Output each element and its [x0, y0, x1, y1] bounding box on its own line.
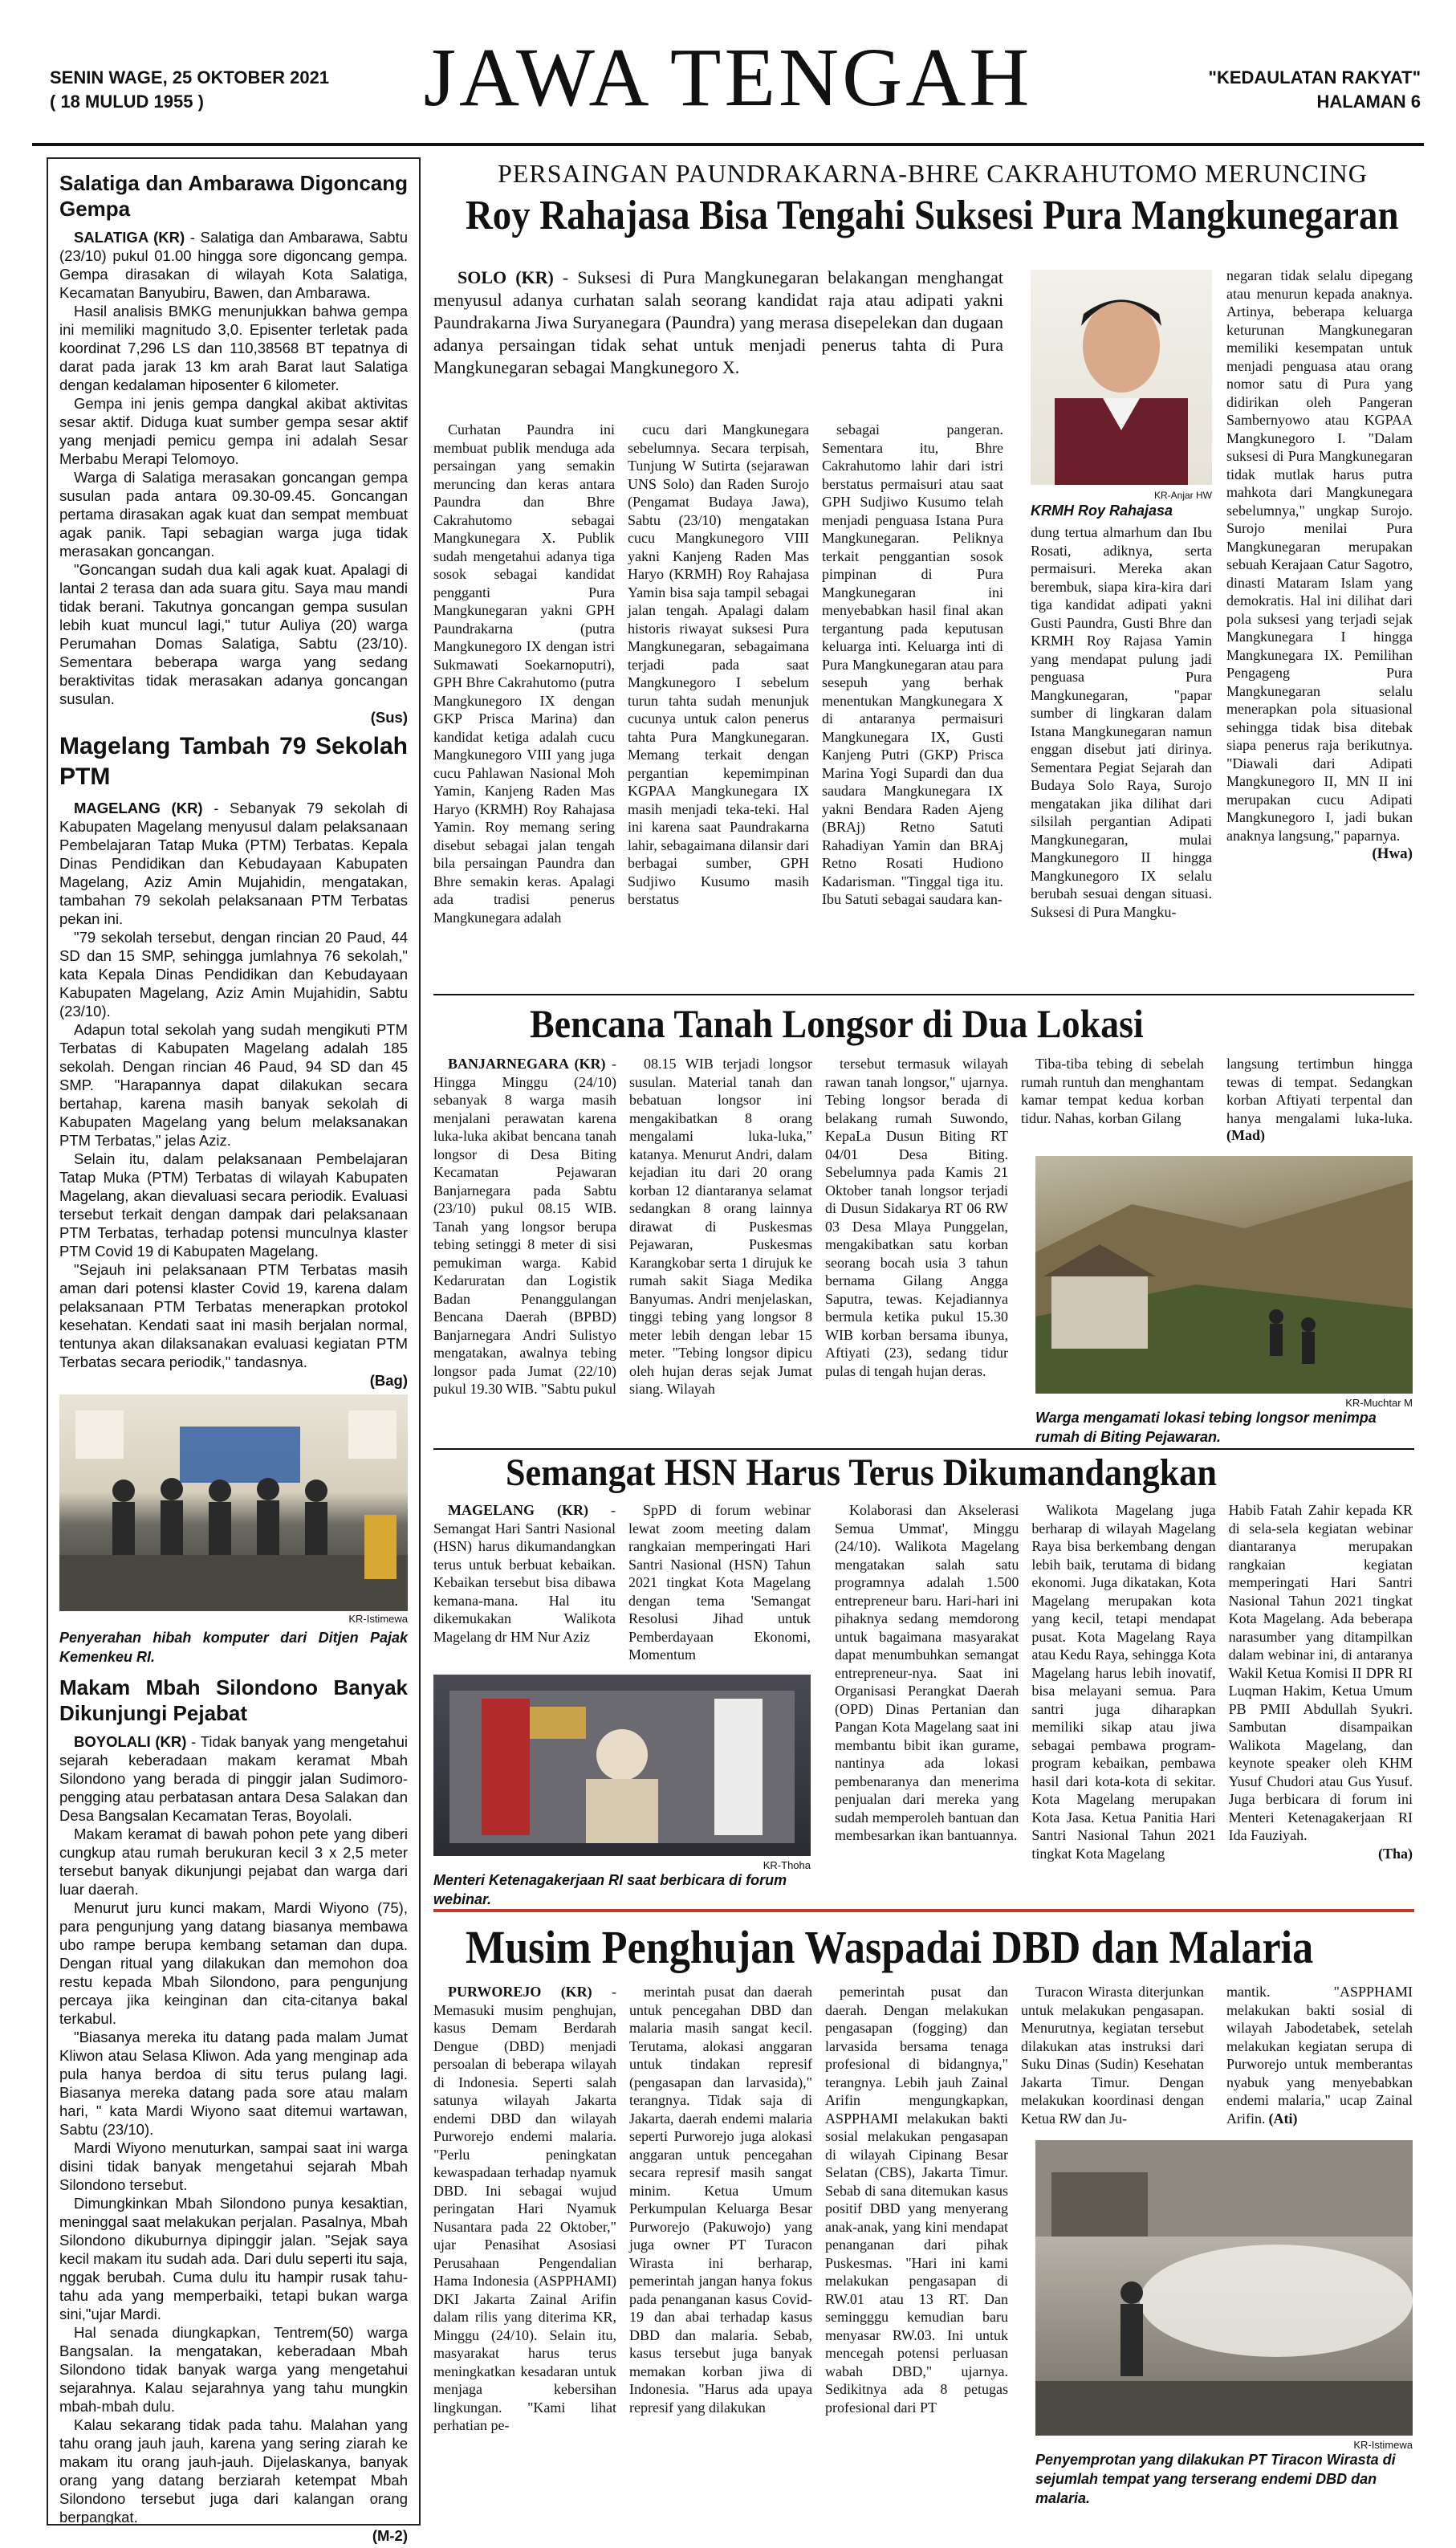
page-number: HALAMAN 6	[1316, 92, 1421, 112]
paragraph: Warga di Salatiga merasakan goncangan gempa susulan pada antara 09.30-09.45. Goncangan pertama dirasakan agak kuat dan sempat membuat agak panik. Tapi sebagian warga juga tidak merasakan goncangan.	[59, 469, 408, 560]
author-signature: (Tha)	[1377, 1845, 1413, 1862]
paper-info-block	[1209, 66, 1421, 114]
photo-fogging	[1035, 2140, 1413, 2436]
photo-roy-rahajasa	[1031, 270, 1212, 485]
main-article-lead	[433, 267, 1003, 379]
photo-caption: Menteri Ketenagakerjaan RI saat berbicara di forum webinar.	[433, 1872, 787, 1907]
photo-credit: KR-Muchtar M	[1345, 1397, 1413, 1409]
article-column-1: Curhatan Paundra ini membuat publik menduga ada persaingan yang semakin meruncing dan keras antara Paundra dan Bhre Cakrahutomo sebagai Mangkunegara X. Publik sudah mengetahui adanya tiga sosok sebagai kandidat pengganti Pura Mangkunegaran yakni GPH Paundrakarna (putra Mangkunegoro IX dengan istri Sukmawati Soekarnoputri), GPH Bhre Cakrahutomo (putra Mangkunegoro IX dengan GKP Prisca Marina) dan kandidat ketiga adalah cucu Mangkunegoro VIII yang juga cucu Pahlawan Nasional Moh Yamin, Kanjeng Raden Mas Haryo (KRMH) Roy Rahajasa Yamin. Roy memang sering disebut sebagai jalan tengah bila persaingan Paundra dan Bhre semakin keras. Apalagi ada tradisi penerus Mangkunegara adalah	[433, 421, 615, 926]
article-column-5-text: negaran tidak selalu dipegang atau menurun kepada anaknya. Artinya, beberapa keluarga keturunan Mangkunegaran memiliki kesempatan untuk menjadi penguasa atau orang nomor satu di Pura yang didirikan oleh Pangeran Sambernyowo atau KGPAA Mangkunegoro I. "Dalam suksesi di Pura Mangkunegaran tidak mutlak harus putra mahkota dari Mangkunegara sebelumnya," ungkap Surojo. Surojo menilai Pura Mangkunegaran merupakan sebuah Kerajaan Catur Sagotro, dinasti Mataram Islam yang demokratis. Hal ini dilihat dari pola suksesi yang terjadi sejak Mangkunegara I hingga Mangkunegara IX. Pemilihan Pengageng Pura Mangkunegaran selalu menerapkan pola situasional sehingga tidak bisa ditebak siapa penerus raja berikutnya. "Diawali dari Adipati Mangkunegoro II, MN II ini merupakan cucu Adipati Mangkunegoro I, jadi bukan anaknya langsung," paparnya.	[1226, 267, 1413, 844]
photo-caption: Penyemprotan yang dilakukan PT Tiracon Wirasta di sejumlah tempat yang terserang endemi DBD dan malaria.	[1035, 2452, 1396, 2506]
article-column-1: - Hingga Minggu (24/10) sebanyak 8 warga masih menjalani perawatan karena luka-luka akibat bencana tanah longsor di Desa Biting Kecamatan Pejawaran Banjarnegara pada Sabtu (23/10) pukul 08.15 WIB. Tanah yang longsor berupa tebing setinggi 8 meter di sisi pemukiman warga. Kabid Kedaruratan dan Logistik Badan Penanggulangan Bencana Daerah (BPBD) Banjarnegara Andri Sulistyo mengatakan, awalnya tebing longsor pada Jumat (22/10) pukul 19.30 WIB. "Sabtu pukul	[433, 1056, 617, 1397]
photo-caption: Penyerahan hibah komputer dari Ditjen Pajak Kemenkeu RI.	[59, 1630, 408, 1665]
article-column-4: Turacon Wirasta diterjunkan untuk melakukan pengasapan. Menurutnya, kegiatan tersebut dilakukan atas instruksi dari Suku Dinas (Sudin) Kesehatan Jakarta Timur. Dengan melakukan koordinasi dengan Ketua RW dan Ju-	[1021, 1984, 1204, 2127]
photo-caption: Warga mengamati lokasi tebing longsor menimpa rumah di Biting Pejawaran.	[1035, 1410, 1377, 1445]
paragraph: Kalau sekarang tidak pada tahu. Malahan yang tahu orang jauh jauh, karena yang sering ziarah ke makam itu orang jauh-jauh. Dijelaskanya, banyak orang yang datang berziarah ketempat Mbah Silondono tersebut juga dari kalangan orang berpangkat.	[59, 2416, 408, 2526]
article-column-2: merintah pusat dan daerah untuk pencegahan DBD dan malaria masih sangat kecil. Terutama, alokasi anggaran untuk tindakan represif (pengasapan dan larvasida)," terangnya. Tidak saja di Jakarta, daerah endemi malaria seperti Purworejo juga alokasi anggaran untuk pencegahan secara represif masih sangat minim. Ketua Umum Perkumpulan Keluarga Besar Purworejo (Pakuwojo) yang juga owner PT Turacon Wirasta ini berharap, pemerintah jangan hanya fokus pada penanganan kasus Covid-19 dan abai terhadap kasus DBD dan malaria. Sebab, kasus tersebut juga banyak memakan korban jiwa di Indonesia. "Harus ada upaya represif yang dilakukan	[629, 1984, 812, 2416]
paragraph: "Sejauh ini pelaksanaan PTM Terbatas masih aman dari potensi klaster Covid 19, karena dalam pelaksanaan PTM Terbatas menerapkan protokol kesehatan. Kendati saat ini masih berjalan normal, tentunya akan dilaksanakan evaluasi kegiatan PTM Terbatas secara periodik," tandasnya.	[59, 1261, 408, 1370]
paragraph: "Goncangan sudah dua kali agak kuat. Apalagi di lantai 2 terasa dan ada suara gitu. Saya mau mandi tidak berani. Takutnya goncangan gempa susulan lebih kuat muncul lagi," tutur Auliya (20) warga Perumahan Domas Salatiga, Sabtu (23/10). Sementara beberapa warga yang sedang beraktivitas tidak merasakan adanya goncangan susulan.	[59, 561, 408, 707]
main-article-column-5	[1226, 267, 1413, 989]
main-article-columns	[433, 421, 1003, 991]
photo-credit: KR-Anjar HW	[1153, 490, 1212, 501]
paragraph: - Salatiga dan Ambarawa, Sabtu (23/10) pukul 01.00 hingga sore digoncang gempa. Gempa dirasakan di wilayah Kota Salatiga, Kecamatan Banyubiru, Bawen, dan Ambarawa.	[59, 229, 408, 301]
article-column-1: - Memasuki musim penghujan, kasus Demam Berdarah Dengue (DBD) menjadi persoalan di beberapa wilayah di Indonesia. Seperti salah satunya wilayah Jakarta endemi DBD dan wilayah Purworejo endemi malaria. "Perlu peningkatan kewaspadaan terhadap nyamuk DBD. Ini sebagai wujud peringatan Hari Nyamuk Nusantara pada 22 Oktober," ujar Penasihat Asosiasi Perusahaan Pengendalian Hama Indonesia (ASPPHAMI) DKI Jakarta Zainal Arifin dalam rilis yang diterima KR, Minggu (24/10). Selain itu, masyarakat harus terus meningkatkan kesadaran untuk menjaga kebersihan lingkungan. "Kami lihat perhatian pe-	[433, 1984, 617, 2433]
dbd-column-5	[1226, 1983, 1413, 2127]
main-article-title: Roy Rahajasa Bisa Tengahi Suksesi Pura Mangkunegaran	[466, 193, 1399, 238]
author-signature: (M-2)	[372, 2527, 408, 2544]
paragraph: Menurut juru kunci makam, Mardi Wiyono (75), para pengunjung yang datang biasanya membawa ubo rampe berupa kembang setaman dan dupa. Dengan ritual yang dilakukan dan memohon doa restu kepada Mbah Silondono, para pengunjung percaya jika keinginan dan cita-citanya bakal terkabul.	[59, 1899, 408, 2027]
author-signature: (Hwa)	[1372, 845, 1413, 862]
paper-name: "KEDAULATAN RAKYAT"	[1208, 67, 1421, 88]
paragraph: Dimungkinkan Mbah Silondono punya kesaktian, meninggal saat melakukan perjalan. Pasalnya, Mbah Silondono dikuburnya dipinggir jalan. "Sejak saya kecil makam itu sudah ada. Dari dulu seperti itu saja, nggak berubah. Cuma dulu itu hampir rusak tahu-tahu ada yang memperbaiki, tetapi bukan warga sini,"ujar Mardi.	[59, 2195, 408, 2322]
article-column-4-text: dung tertua almarhum dan Ibu Rosati, adiknya, serta permaisuri. Mereka akan berembuk, siapa kira-kira dari tiga kandidat adipati yakni Gusti Paundra, Gusti Bhre dan KRMH Roy Rajasa Yamin yang mendapat pulung jadi penguasa Pura Mangkunegaran, "papar sumber di lingkaran dalam Istana Mangkunegaran namun enggan disebut jati dirinya. Sementara Pegiat Sejarah dan Budaya Solo Raya, Surojo mengatakan jika dilihat dari silsilah pergantian Adipati Mangkunegaran, mulai Mangkunegoro II hingga Mangkunegoro IX selalu berubah sesuai dengan situasi. Suksesi di Pura Mangku-	[1031, 524, 1212, 920]
photo-landslide	[1035, 1156, 1413, 1394]
section-divider	[433, 994, 1414, 995]
dateline: BANJARNEGARA (KR)	[448, 1056, 606, 1072]
portrait-illustration	[1031, 270, 1212, 485]
article-title-longsor: Bencana Tanah Longsor di Dua Lokasi	[530, 1001, 1144, 1046]
author-signature: (Ati)	[1268, 2110, 1298, 2127]
article-title-makam: Makam Mbah Silondono Banyak Dikunjungi Pejabat	[59, 1675, 408, 1725]
paragraph: Gempa ini jenis gempa dangkal akibat aktivitas sesar aktif. Diduga kuat sumber gempa sesar aktif yang menjadi pemicu gempa ini adalah Sesar Merbabu Merapi Telomoyo.	[59, 395, 408, 467]
photo-webinar	[433, 1675, 811, 1856]
fogging-illustration	[1035, 2140, 1413, 2436]
article-column-2: cucu dari Mangkunegara sebelumnya. Secara terpisah, Tunjung W Sutirta (sejarawan UNS Solo) dan Raden Surojo (Pengamat Budaya Jawa), Sabtu (23/10) mengatakan cucu Mangkunegoro VIII yakni Kanjeng Raden Mas Haryo (KRMH) Roy Rahajasa Yamin bisa saja tampil sebagai jalan tengah. Apalagi dalam historis riwayat suksesi Pura Mangkunegaran, sebagaimana terjadi pada saat Mangkunegoro I sebelum turun tahta sudah menunjuk cucunya untuk calon penerus tahta Pura Mangkunegaran. Memang terkait dengan pergantian kepemimpinan KGPAA Mangkunegara IX masih menjadi teka-teki. Hal ini karena saat Paundrakarna lahir, sebagaimana dilansir dari berbagai sumber, GPH Sudjiwo Kusumo masih berstatus	[628, 421, 809, 907]
lead-text: - Suksesi di Pura Mangkunegaran belakangan menghangat menyusul adanya curhatan salah seorang kandidat raja atau adipati yakni Paundrakarna Jiwa Suryanegara (Paundra) yang merasa disepelekan dan dugaan adanya persaingan tidak sehat untuk menjadi penerus tahta di Pura Mangkunegaran sebagai Mangkunegoro X.	[433, 267, 1003, 377]
paragraph: - Sebanyak 79 sekolah di Kabupaten Magelang menyusul dalam pelaksanaan Pembelajaran Tatap Muka (PTM) Terbatas. Kepala Dinas Pendidikan dan Kebudayaan Kabupaten Magelang, Aziz Amin Mujahidin, mengatakan, tambahan 79 sekolah pelaksanaan PTM Terbatas pekan ini.	[59, 800, 409, 927]
author-signature: (Bag)	[369, 1372, 408, 1389]
longsor-column-5	[1226, 1055, 1413, 1151]
dateline: MAGELANG (KR)	[448, 1502, 588, 1518]
article-column-3: sebagai pangeran. Sementara itu, Bhre Cakrahutomo lahir dari istri berstatus permaisuri atau saat GPH Sudjiwo Kusumo telah menjadi penguasa Istana Pura Mangkunegaran. Peliknya terkait penggantian sosok pimpinan di Pura Mangkunegaran ini menyebabkan hasil final akan tergantung pada keputusan keluarga inti. Keluarga inti di Pura Mangkunegaran atau para sesepuh yang berhak menentukan Mangkunegara X di antaranya permaisuri Mangkunegara IX, Gusti Kanjeng Putri (GKP) Prisca Marina Yogi Supardi dan dua saudara Mangkunegara IX yakni Bendara Raden Ajeng (BRAj) Retno Satuti Rahadiyan Yamin dan BRAj Retno Rosati Hudiono Kadarisman. "Tinggal tiga itu. Ibu Satuti sebagai saudara kan-	[822, 421, 1003, 907]
paragraph: - Tidak banyak yang mengetahui sejarah keberadaan makam keramat Mbah Silondono yang berada di pinggir jalan Sudimoro-pengging atau perbatasan antara Desa Salakan dan Desa Bangsalan Kecamatan Teras, Boyolali.	[59, 1733, 408, 1824]
author-signature: (Sus)	[370, 709, 408, 726]
header-rule	[32, 143, 1424, 146]
dateline: SOLO (KR)	[458, 267, 554, 287]
paragraph: "79 sekolah tersebut, dengan rincian 20 Paud, 44 SD dan 15 SMP, sehingga jumlahnya 76 sekolah," kata Kepala Dinas Pendidikan dan Kebudayaan Kabupaten Magelang, Aziz Amin Mujahidin, Sabtu (23/10).	[59, 929, 408, 1020]
article-column-4: Tiba-tiba tebing di sebelah rumah runtuh dan menghantam kamar tempat kedua korban tidur. Nahas, korban Gilang	[1021, 1056, 1204, 1126]
page-title: JAWA TENGAH	[423, 31, 1033, 124]
photo-caption: KRMH Roy Rahajasa	[1031, 503, 1173, 519]
article-column-2: SpPD di forum webinar lewat zoom meeting dalam rangkaian memperingati Hari Santri Nasional (HSN) Tahun 2021 tingkat Kota Magelang dengan tema 'Semangat Resolusi Jihad untuk Pemberdayaan Ekonomi, Momentum	[628, 1502, 811, 1663]
paragraph: Mardi Wiyono menuturkan, sampai saat ini warga disini tidak banyak mengetahui sejarah Mbah Silondono tersebut.	[59, 2139, 408, 2193]
paragraph: Hasil analisis BMKG menunjukkan bahwa gempa ini memiliki magnitudo 3,0. Episenter terletak pada koordinat 7,296 LS dan 110,38568 BT tepatnya di darat pada jarak 13 km arah Barat laut Salatiga dengan kedalaman hiposenter 6 kilometer.	[59, 303, 408, 393]
dateline: MAGELANG (KR)	[74, 800, 203, 816]
paragraph: Hal senada diungkapkan, Tentrem(50) warga Bangsalan. Ia mengatakan, keberadaan Mbah Silondono tidak banyak warga yang mengetahui sejarahnya. Kalau sejarahnya yang tahu mungkin mbah-mbah dulu.	[59, 2324, 408, 2415]
article-column-3: Kolaborasi dan Akselerasi Semua Ummat', Minggu (24/10). Walikota Magelang mengatakan salah satu programnya adalah 1.500 entrepreneur baru. Hari-hari ini pihaknya sedang memdorong untuk bagaimana masyarakat dapat menumbuhkan semangat entrepreneur-nya. Saat ini Organisasi Perangkat Daerah (OPD) Dinas Pertanian dan Pangan Kota Magelang saat ini membantu bibit ikan gurame, nantinya ada lokasi pembenaranya dan menerima penjualan dari mereka yang sudah memperoleh bantuan dan membesarkan ikan bantuannya.	[835, 1502, 1019, 1843]
main-article-kicker: PERSAINGAN PAUNDRAKARNA-BHRE CAKRAHUTOMO MERUNCING	[498, 159, 1368, 188]
section-divider-red	[433, 1909, 1414, 1912]
paragraph: Adapun total sekolah yang sudah mengikuti PTM Terbatas di Kabupaten Magelang adalah 185 sekolah. Dengan rincian 46 Paud, 94 SD dan 45 SMP. "Harapannya dapat dilakukan secara bertahap, karena masih banyak sekolah di Kabupaten Magelang yang belum melaksanakan PTM Terbatas," jelas Aziz.	[59, 1021, 408, 1149]
article-title-hsn: Semangat HSN Harus Terus Dikumandangkan	[506, 1451, 1217, 1494]
edition-date: SENIN WAGE, 25 OKTOBER 2021	[50, 67, 330, 88]
photo-computer-handover	[59, 1394, 408, 1611]
dateline: SALATIGA (KR)	[74, 229, 185, 246]
article-column-5: Habib Fatah Zahir kepada KR di sela-sela kegiatan webinar diantaranya merupakan rangkaian kegiatan memperingati Hari Santri Nasional Tahun 2021 tingkat Kota Magelang. Ada beberapa narasumber yang ditampilkan dalam webinar ini, di antaranya Wakil Ketua Komisi II DPR RI Luqman Hakim, Ketua Umum PB PMII Abdullah Syukri. Sambutan disampaikan Walikota Magelang, dan keynote speaker oleh KHM Yusuf Chudori atau Gus Yusuf. Juga berbicara di forum ini Menteri Ketenagakerjaan RI Ida Fauziyah.	[1228, 1502, 1413, 1843]
article-title-dbd: Musim Penghujan Waspadai DBD dan Malaria	[466, 1921, 1314, 1973]
article-title-ptm: Magelang Tambah 79 Sekolah PTM	[59, 733, 408, 790]
photo-credit: KR-Thoha	[763, 1859, 811, 1871]
article-column-3: pemerintah pusat dan daerah. Dengan melakukan pengasapan (fogging) dan larvasida bersama tenaga profesional di bidangnya," terangnya. Lebih jauh Zainal Arifin mengungkapkan, ASPPHAMI melakukan bakti sosial melakukan pengasapan di wilayah Cipinang Besar Selatan (CBS), Jakarta Timur. Sebab di sana ditemukan kasus positif DBD yang menyerang anak-anak, yang kini mendapat penanganan dari pihak Puskesmas. "Hari ini kami melakukan pengasapan di RW.01 atau 13 RT. Dan semingggu kemudian baru menyasar RW.03. Ini untuk mencegah potensi perluasan wabah DBD," ujarnya. Sedikitnya ada 8 petugas profesional dari PT	[825, 1984, 1008, 2416]
article-title-gempa: Salatiga dan Ambarawa Digoncang Gempa	[59, 171, 408, 221]
article-column-1: - Semangat Hari Santri Nasional (HSN) harus dikumandangkan terus untuk berbuat kebaikan. Kebaikan tersebut bisa dibawa kemana-mana. Hal itu dikemukakan Walikota Magelang dr HM Nur Aziz	[433, 1502, 616, 1645]
author-signature: (Mad)	[1226, 1127, 1265, 1143]
photo-illustration	[59, 1394, 408, 1611]
article-column-3: tersebut termasuk wilayah rawan tanah longsor," ujarnya. Tebing longsor berada di belakang rumah Suwondo, KepaLa Dusun Biting RT 04/01 Desa Biting. Sebelumnya pada Kamis 21 Oktober tanah longsor terjadi di Dusun Sidakarya RT 06 RW 03 Desa Mlaya Punggelan, mengakibatkan satu korban seorang bocah usia 3 tahun bernama Gilang Angga Saputra, tewas. Kejadiannya bermula ketika pukul 15.30 WIB korban bersama ibunya, Aftiyati (23), sedang tidur pulas di tengah hujan deras.	[825, 1056, 1008, 1379]
landslide-illustration	[1035, 1156, 1413, 1394]
photo-credit: KR-Istimewa	[1353, 2439, 1413, 2451]
dateline: BOYOLALI (KR)	[74, 1733, 187, 1750]
paragraph: Selain itu, dalam pelaksanaan Pembelajaran Tatap Muka (PTM) Terbatas di wilayah Kabupaten Magelang, akan dievaluasi secara periodik. Evaluasi tersebut terkait dengan dampak dari pelaksanaan PTM Terbatas, terhadap potensi munculnya klaster PTM Covid 19 di Kabupaten Magelang.	[59, 1150, 408, 1260]
paragraph: "Biasanya mereka itu datang pada malam Jumat Kliwon atau Selasa Kliwon. Ada yang menginap ada pula hanya berdoa di situ terus pulang lagi. Biasanya mereka datang pada sore atau malam hari, " kata Mardi Wiyono saat ditemui wartawan, Sabtu (23/10).	[59, 2029, 408, 2138]
webinar-illustration	[433, 1675, 811, 1856]
article-column-5-text: langsung tertimbun hingga tewas di tempat. Sedangkan korban Aftiyati terpental dan hanya mengalami luka-luka.	[1226, 1056, 1413, 1126]
hsn-top-columns	[433, 1501, 811, 1670]
main-article-column-4	[1031, 523, 1212, 993]
dateline: PURWOREJO (KR)	[448, 1984, 592, 2000]
hsn-right-columns	[835, 1501, 1413, 1878]
article-column-2: 08.15 WIB terjadi longsor susulan. Material tanah dan bebatuan longsor ini mengakibatkan 8 orang mengalami luka-luka," katanya. Menurut Andri, dalam kejadian itu dari 20 orang korban 12 diantaranya selamat sedangkan 8 orang lainnya dirawat di Puskesmas Pejawaran, Puskesmas Karangkobar serta 1 dirujuk ke rumah sakit Siaga Medika Banyumas. Andri menjelaskan, tinggi tebing yang longsor 8 meter lebih dengan lebar 15 meter. "Tebing longsor dipicu oleh hujan deras sejak Jumat siang. Wilayah	[629, 1056, 812, 1397]
article-column-4: Walikota Magelang juga berharap di wilayah Magelang Raya bisa berkembang dengan lebih baik, terutama di bidang ekonomi. Juga dikatakan, Kota Magelang merupakan kota yang kecil, tetapi mendapat pusat. Kota Magelang Raya atau Kedu Raya, sehingga Kota Magelang harus lebih inovatif, bisa melayani semua. Para santri juga diharapkan memiliki sikap atau jiwa sebagai pembawa program-program kebaikan, pembawa hasil dari kota-kota di sekitar. Kota Magelang merupakan Kota Jasa. Ketua Panitia Hari Santri Nasional Tahun 2021 tingkat Kota Magelang	[1031, 1502, 1216, 1862]
photo-credit: KR-Istimewa	[348, 1613, 408, 1625]
left-news-column	[47, 157, 421, 2544]
article-column-5-text: mantik. "ASPPHAMI melakukan bakti sosial di wilayah Jabodetabek, setelah melakukan kegiatan serupa di Purworejo untuk memberantas nyabuk yang menyebabkan endemi malaria," ucap Zainal Arifin.	[1226, 1984, 1413, 2127]
edition-hijri-date: ( 18 MULUD 1955 )	[50, 92, 204, 112]
paragraph: Makam keramat di bawah pohon pete yang diberi cungkup atau rumah berukuran kecil 3 x 2,5 meter tersebut banyak dikunjungi pejabat dan warga dari luar daerah.	[59, 1826, 408, 1898]
